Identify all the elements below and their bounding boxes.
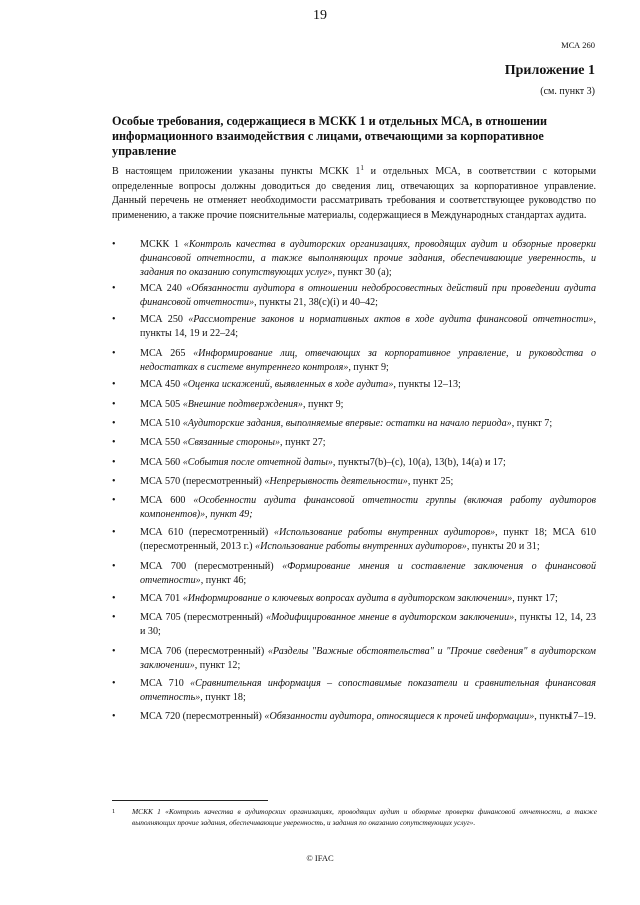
item-prefix: МСА 705 (пересмотренный) [140, 612, 266, 623]
item-title: «Разделы "Важные обстоятельства" и "Прочие сведения" в аудиторском заключении» [140, 646, 596, 671]
item-prefix: МСА 560 [140, 457, 183, 468]
item-title: «Внешние подтверждения» [182, 399, 303, 410]
footnote-mark: 1 [112, 808, 116, 815]
footnote-divider [112, 800, 268, 801]
appendix-title: Приложение 1 [504, 63, 595, 78]
list-item [112, 398, 596, 412]
item-prefix: МСА 450 [140, 379, 183, 390]
item-title: «Особенности аудита финансовой отчетности группы (включая работу аудиторов компонентов)», пункт 49; [140, 495, 596, 520]
bullet: • [112, 612, 116, 623]
item-prefix: МСА 240 [140, 283, 187, 294]
item-prefix: МСА 265 [140, 348, 194, 359]
item-suffix-secondary: , пункты 20 и 31; [466, 540, 540, 552]
bullet: • [112, 418, 116, 429]
item-prefix: МСА 570 (пересмотренный) [140, 476, 265, 487]
list-item [112, 238, 596, 279]
bullet: • [112, 379, 116, 390]
page-number: 19 [313, 8, 327, 23]
item-prefix: МСА 550 [140, 437, 183, 448]
item-prefix: МСКК 1 [140, 239, 184, 250]
item-prefix: МСА 701 [140, 593, 183, 604]
item-title: «Аудиторские задания, выполняемые впервые: остатки на начало периода» [182, 418, 512, 429]
list-item [112, 710, 596, 724]
bullet: • [112, 527, 116, 538]
item-suffix: , пункт 12; [194, 659, 241, 671]
item-title: «Связанные стороны» [182, 437, 281, 448]
list-item [112, 475, 596, 489]
item-prefix: МСА 700 (пересмотренный) [140, 561, 283, 572]
item-title: «Рассмотрение законов и нормативных актов в ходе аудита финансовой отчетности» [188, 314, 594, 325]
item-suffix: , пункт 17; [512, 593, 558, 604]
list-item [112, 456, 596, 470]
list-item [112, 611, 596, 639]
bullet: • [112, 561, 116, 572]
item-prefix: МСА 720 (пересмотренный) [140, 711, 265, 722]
copyright: © IFAC [306, 853, 334, 863]
item-title: «Непрерывность деятельности» [264, 476, 408, 487]
list-item [112, 436, 596, 450]
item-title: «Модифицированное мнение в аудиторском заключении» [265, 612, 515, 623]
bullet: • [112, 437, 116, 448]
item-title: «Контроль качества в аудиторских организациях, проводящих аудит и обзорные проверки финансовой отчетности, а также выполняющих прочие задания, обеспечивающие уверенность, и задания по оказанию сопутствующих услуг» [140, 239, 596, 278]
bullet: • [112, 711, 116, 722]
item-title: «Информирование лиц, отвечающих за корпоративное управление, и руководства о недостатках в системе внутреннего контроля» [140, 348, 597, 373]
intro-paragraph [112, 165, 596, 223]
item-suffix: , пункт 30 (a); [332, 266, 392, 278]
item-suffix: , пункт 18; [200, 691, 246, 703]
item-suffix: , пункт 7; [511, 418, 553, 429]
bullet: • [112, 678, 116, 689]
list-item [112, 347, 596, 375]
item-suffix: , пункты [534, 711, 572, 722]
bullet: • [112, 593, 116, 604]
list-item [112, 592, 596, 606]
bullet: • [112, 399, 116, 410]
list-item [112, 378, 596, 392]
item-title: «Обязанности аудитора в отношении недобросовестных действий при проведении аудита финансовой отчетности» [140, 283, 596, 308]
list-item [112, 560, 596, 588]
item-prefix: МСА 510 [140, 418, 183, 429]
intro-part-1: В настоящем приложении указаны пункты МСКК 1 [112, 166, 361, 177]
item-suffix: , пункт 18; МСА 610 (пересмотренный, 2013 г.) [140, 527, 596, 552]
footnote-reference: 1 [360, 164, 364, 172]
item-suffix: , пункт 27; [280, 437, 326, 448]
item-suffix: , пункт 9; [348, 361, 389, 373]
list-item [112, 313, 596, 341]
bullet: • [112, 239, 116, 250]
item-suffix: , пункты 12–13; [393, 379, 461, 390]
document-code: МСА 260 [561, 40, 595, 50]
bullet: • [112, 457, 116, 468]
list-item [112, 417, 596, 431]
item-title: «Формирование мнения и составление заключения о финансовой отчетности» [140, 561, 597, 586]
item-prefix: МСА 710 [140, 678, 191, 689]
footnote [112, 806, 597, 828]
item-suffix: , пункт 46; [200, 574, 247, 586]
bullet: • [112, 495, 116, 506]
list-item [112, 677, 596, 705]
list-item [112, 526, 596, 554]
list-item [112, 494, 596, 522]
item-suffix: , пункты 12, 14, 23 и 30; [140, 612, 596, 637]
intro-part-2: и отдельных МСА, в соответствии с которыми определенные вопросы должны доводиться до сведения лиц, отвечающих за корпоративное управление. Данный перечень не отменяет необходимости рассматривать требования и соответствующее руководство по применению, а также прочие пояснительные материалы, содержащиеся в Международных стандартах аудита. [112, 166, 596, 221]
appendix-reference: (см. пункт 3) [540, 86, 595, 97]
item-prefix: МСА 610 (пересмотренный) [140, 527, 274, 538]
item-title: «Информирование о ключевых вопросах аудита в аудиторском заключении» [182, 593, 513, 604]
bullet: • [112, 348, 116, 359]
list-item [112, 645, 596, 673]
item-prefix: МСА 250 [140, 314, 189, 325]
item-title: «Использование работы внутренних аудиторов» [273, 527, 496, 538]
item-range: 17–19. [568, 711, 596, 722]
item-suffix: , пункты7(b)–(c), 10(a), 13(b), 14(a) и 17; [332, 457, 506, 468]
item-suffix: , пункты 14, 19 и 22–24; [140, 314, 596, 339]
item-suffix: , пункты 21, 38(c)(i) и 40–42; [254, 296, 378, 308]
item-prefix: МСА 505 [140, 399, 183, 410]
item-title: «Оценка искажений, выявленных в ходе аудита» [182, 379, 394, 390]
item-suffix: , пункт 25; [407, 476, 454, 487]
item-title: «События после отчетной даты» [182, 457, 333, 468]
bullet: • [112, 283, 116, 294]
bullet: • [112, 314, 116, 325]
bullet: • [112, 646, 116, 657]
section-heading: Особые требования, содержащиеся в МСКК 1 и отдельных МСА, в отношении информационного взаимодействия с лицами, отвечающими за корпоративное управление [112, 114, 548, 158]
item-title-secondary: «Использование работы внутренних аудиторов» [255, 540, 467, 552]
item-title: «Сравнительная информация – сопоставимые показатели и сравнительная финансовая отчетность» [140, 678, 596, 703]
item-prefix: МСА 600 [140, 495, 194, 506]
item-prefix: МСА 706 (пересмотренный) [140, 646, 268, 657]
footnote-text: МСКК 1 «Контроль качества в аудиторских организациях, проводящих аудит и обзорные проверки финансовой отчетности, а также выполняющих прочие задания, обеспечивающие уверенность, и задания по оказанию сопутствующих услуг». [132, 807, 597, 827]
bullet: • [112, 476, 116, 487]
item-suffix: , пункт 9; [302, 399, 344, 410]
item-title: «Обязанности аудитора, относящиеся к прочей информации» [264, 711, 535, 722]
list-item [112, 282, 596, 310]
